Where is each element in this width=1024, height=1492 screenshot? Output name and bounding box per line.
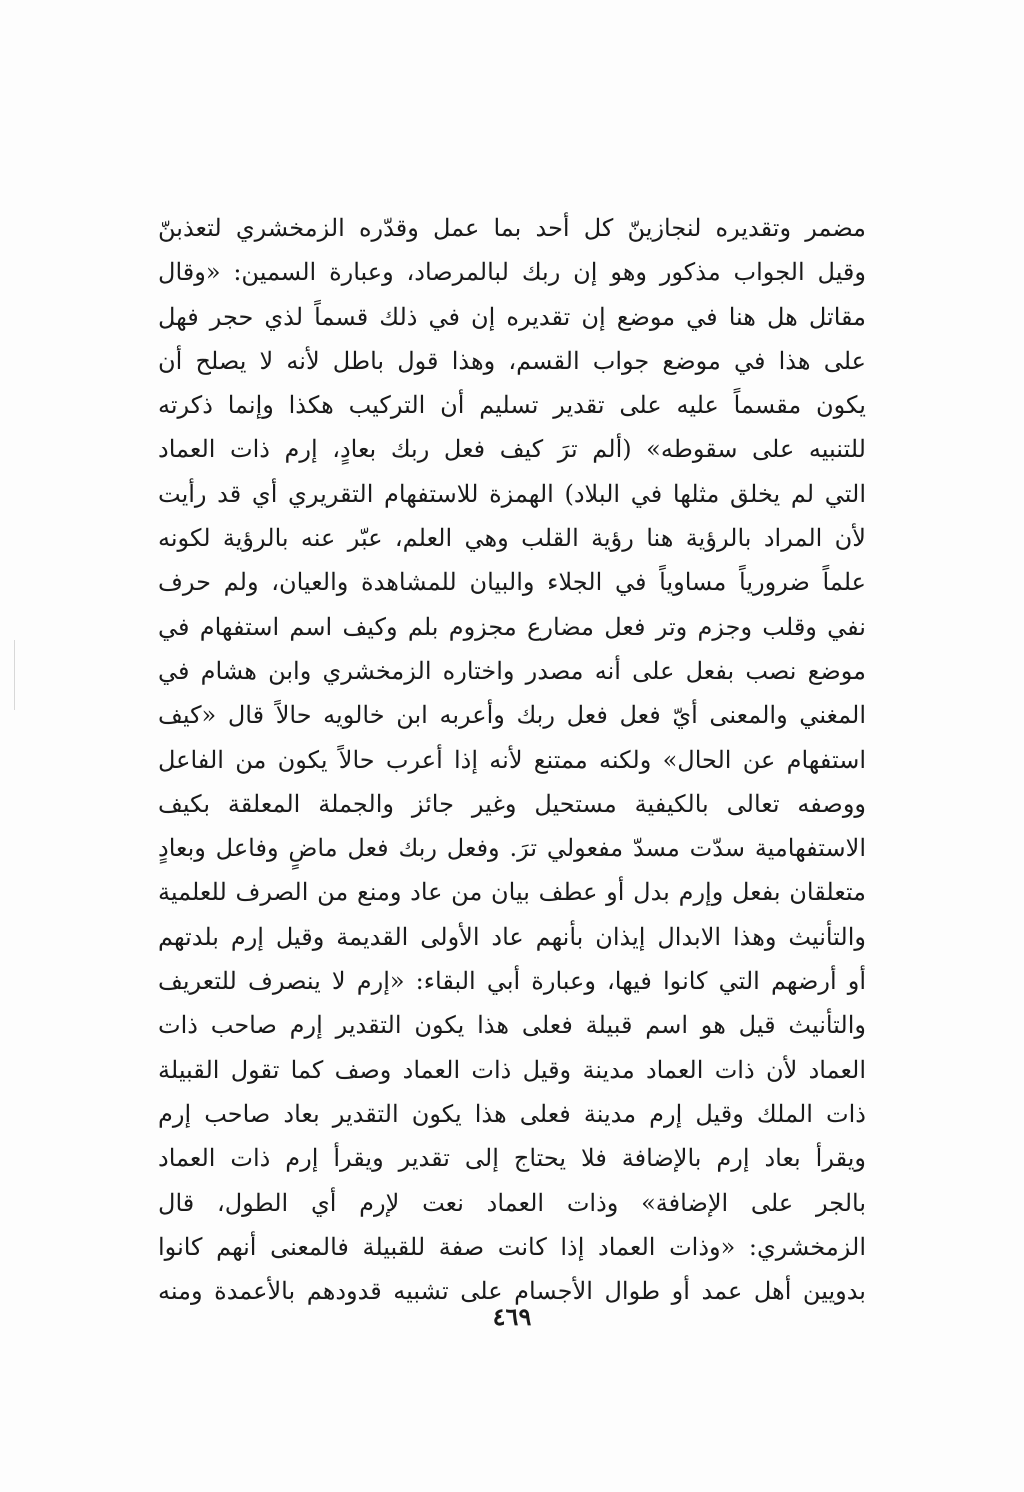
text-line: بدويين أهل عمد أو طوال الأجسام على تشبيه قدودهم بالأعمدة ومنه: [158, 1277, 866, 1306]
text-line: موضع نصب بفعل على أنه مصدر واختاره الزمخشري وابن هشام في: [158, 656, 866, 685]
text-line: وقيل الجواب مذكور وهو إن ربك لبالمرصاد، وعبارة السمين: «وقال: [158, 258, 866, 287]
text-line: المغني والمعنى أيّ فعل فعل ربك وأعربه ابن خالويه حالاً قال «كيف: [158, 701, 866, 730]
text-line: للتنبيه على سقوطه» (ألم ترَ كيف فعل ربك بعادٍ، إرم ذات العماد: [158, 435, 866, 464]
text-line: استفهام عن الحال» ولكنه ممتنع لأنه إذا أعرب حالاً يكون من الفاعل: [158, 745, 866, 774]
text-line: ذات الملك وقيل إرم مدينة فعلى هذا يكون التقدير بعاد صاحب إرم: [158, 1099, 866, 1128]
text-line: ويقرأ بعاد إرم بالإضافة فلا يحتاج إلى تقدير ويقرأ إرم ذات العماد: [158, 1144, 866, 1173]
text-line: بالجر على الإضافة» وذات العماد نعت لإرم أي الطول، قال: [158, 1188, 866, 1217]
text-line: على هذا في موضع جواب القسم، وهذا قول باطل لأنه لا يصلح أن: [158, 346, 866, 375]
text-line: مضمر وتقديره لنجازينّ كل أحد بما عمل وقدّره الزمخشري لتعذبنّ: [158, 214, 866, 242]
text-line: العماد لأن ذات العماد مدينة وقيل ذات العماد وصف كما تقول القبيلة: [158, 1055, 866, 1084]
text-line: أو أرضهم التي كانوا فيها، وعبارة أبي البقاء: «إرم لا ينصرف للتعريف: [158, 967, 866, 996]
text-line: التي لم يخلق مثلها في البلاد) الهمزة للاستفهام التقريري أي قد رأيت: [158, 479, 866, 508]
text-line: والتأنيث وهذا الابدال إيذان بأنهم عاد الأولى القديمة وقيل إرم بلدتهم: [158, 922, 866, 951]
body-text: [158, 206, 866, 1313]
scan-edge-mark: [14, 640, 15, 710]
text-line: والتأنيث قيل هو اسم قبيلة فعلى هذا يكون التقدير إرم صاحب ذات: [158, 1011, 866, 1040]
text-line: نفي وقلب وجزم وتر فعل مضارع مجزوم بلم وكيف اسم استفهام في: [158, 612, 866, 641]
text-line: يكون مقسماً عليه على تقدير تسليم أن التركيب هكذا وإنما ذكرته: [158, 391, 866, 420]
text-line: الزمخشري: «وذات العماد إذا كانت صفة للقبيلة فالمعنى أنهم كانوا: [158, 1232, 866, 1261]
text-line: مقاتل هل هنا في موضع إن تقديره إن في ذلك قسماً لذي حجر فهل: [158, 302, 866, 331]
text-line: علماً ضرورياً مساوياً في الجلاء والبيان للمشاهدة والعيان، ولم حرف: [158, 568, 866, 597]
text-line: متعلقان بفعل وإرم بدل أو عطف بيان من عاد ومنع من الصرف للعلمية: [158, 878, 866, 907]
text-line: ووصفه تعالى بالكيفية مستحيل وغير جائز والجملة المعلقة بكيف: [158, 789, 866, 818]
page-number: ٤٦٩: [492, 1302, 532, 1331]
text-line: لأن المراد بالرؤية هنا رؤية القلب وهي العلم، عبّر عنه بالرؤية لكونه: [158, 524, 866, 553]
text-line: الاستفهامية سدّت مسدّ مفعولي ترَ. وفعل ربك فعل ماضٍ وفاعل وبعادٍ: [158, 834, 866, 863]
